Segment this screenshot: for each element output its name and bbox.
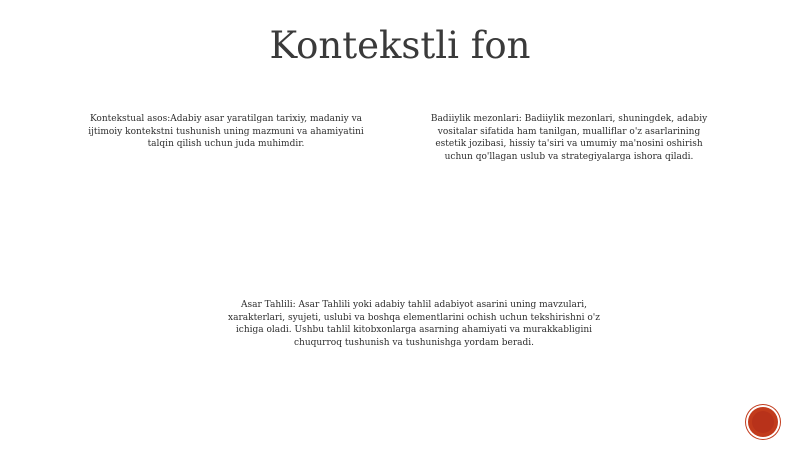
next-slide-button[interactable] <box>748 407 778 437</box>
text-block-contextual-basis: Kontekstual asos:Adabiy asar yaratilgan tarixiy, madaniy va ijtimoiy kontekstni tushunish uning mazmuni va ahamiyatini talqin qilish uchun juda muhimdir. <box>88 114 364 149</box>
circle-icon <box>752 411 774 433</box>
text-block-work-analysis: Asar Tahlili: Asar Tahlili yoki adabiy tahlil adabiyot asarini uning mavzulari, xarakterlari, syujeti, uslubi va boshqa elementlarini ochish uchun tekshirishni o'z ichiga oladi. Ushbu tahlil kitobxonlarga asarning ahamiyati va murakkabligini chuqurroq tushunish va tushunishga yordam beradi. <box>228 300 600 348</box>
text-block-artistic-criteria: Badiiylik mezonlari: Badiiylik mezonlari, shuningdek, adabiy vositalar sifatida ham tanilgan, mualliflar o'z asarlarining estetik jozibasi, hissiy ta'siri va umumiy ma'nosini oshirish uchun qo'llagan uslub va strategiyalarga ishora qiladi. <box>430 114 708 162</box>
slide-title: Kontekstli fon <box>269 24 531 67</box>
